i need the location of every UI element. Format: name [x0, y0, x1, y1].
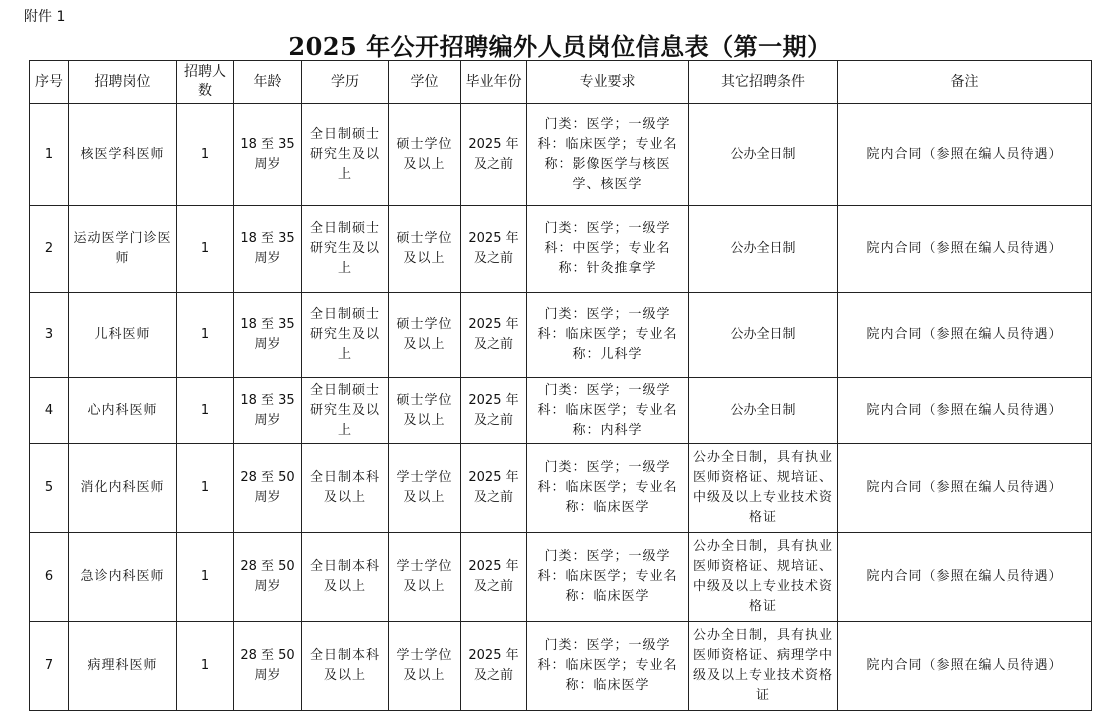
cell-count: 1	[177, 533, 234, 622]
table-row	[30, 378, 1092, 444]
cell-position: 急诊内科医师	[69, 533, 177, 622]
cell-major: 门类：医学；一级学科：临床医学；专业名称：影像医学与核医学、核医学	[527, 104, 689, 206]
cell-grad-year: 2025 年及之前	[461, 293, 527, 378]
cell-age: 18 至 35 周岁	[234, 293, 302, 378]
header-education: 学历	[302, 61, 389, 104]
table-row	[30, 444, 1092, 533]
cell-education: 全日制硕士研究生及以上	[302, 104, 389, 206]
cell-remark: 院内合同（参照在编人员待遇）	[838, 378, 1092, 444]
cell-degree: 硕士学位及以上	[389, 104, 461, 206]
cell-major: 门类：医学；一级学科：临床医学；专业名称：临床医学	[527, 533, 689, 622]
cell-count: 1	[177, 444, 234, 533]
cell-remark: 院内合同（参照在编人员待遇）	[838, 104, 1092, 206]
cell-position: 儿科医师	[69, 293, 177, 378]
cell-major: 门类：医学；一级学科：临床医学；专业名称：临床医学	[527, 444, 689, 533]
cell-other: 公办全日制，具有执业医师资格证、规培证、中级及以上专业技术资格证	[689, 533, 838, 622]
cell-seq: 3	[30, 293, 69, 378]
cell-major: 门类：医学；一级学科：临床医学；专业名称：内科学	[527, 378, 689, 444]
cell-age: 28 至 50 周岁	[234, 444, 302, 533]
cell-grad-year: 2025 年及之前	[461, 622, 527, 711]
cell-education: 全日制本科及以上	[302, 533, 389, 622]
cell-position: 心内科医师	[69, 378, 177, 444]
cell-count: 1	[177, 206, 234, 293]
cell-position: 核医学科医师	[69, 104, 177, 206]
header-position: 招聘岗位	[69, 61, 177, 104]
header-grad-year: 毕业年份	[461, 61, 527, 104]
cell-remark: 院内合同（参照在编人员待遇）	[838, 293, 1092, 378]
cell-count: 1	[177, 622, 234, 711]
cell-seq: 6	[30, 533, 69, 622]
cell-count: 1	[177, 104, 234, 206]
cell-age: 18 至 35 周岁	[234, 378, 302, 444]
table-row	[30, 206, 1092, 293]
recruitment-table	[29, 60, 1092, 711]
header-age: 年龄	[234, 61, 302, 104]
cell-other: 公办全日制	[689, 378, 838, 444]
cell-major: 门类：医学；一级学科：临床医学；专业名称：儿科学	[527, 293, 689, 378]
cell-seq: 1	[30, 104, 69, 206]
cell-other: 公办全日制，具有执业医师资格证、病理学中级及以上专业技术资格证	[689, 622, 838, 711]
cell-grad-year: 2025 年及之前	[461, 104, 527, 206]
cell-other: 公办全日制	[689, 104, 838, 206]
cell-age: 18 至 35 周岁	[234, 104, 302, 206]
table-row	[30, 533, 1092, 622]
cell-seq: 7	[30, 622, 69, 711]
cell-degree: 学士学位及以上	[389, 444, 461, 533]
cell-other: 公办全日制，具有执业医师资格证、规培证、中级及以上专业技术资格证	[689, 444, 838, 533]
cell-remark: 院内合同（参照在编人员待遇）	[838, 533, 1092, 622]
cell-count: 1	[177, 378, 234, 444]
cell-seq: 2	[30, 206, 69, 293]
cell-education: 全日制本科及以上	[302, 622, 389, 711]
cell-degree: 硕士学位及以上	[389, 378, 461, 444]
cell-grad-year: 2025 年及之前	[461, 206, 527, 293]
cell-degree: 学士学位及以上	[389, 533, 461, 622]
cell-position: 运动医学门诊医师	[69, 206, 177, 293]
cell-degree: 学士学位及以上	[389, 622, 461, 711]
cell-remark: 院内合同（参照在编人员待遇）	[838, 622, 1092, 711]
cell-major: 门类：医学；一级学科：中医学；专业名称：针灸推拿学	[527, 206, 689, 293]
header-seq: 序号	[30, 61, 69, 104]
header-other: 其它招聘条件	[689, 61, 838, 104]
cell-grad-year: 2025 年及之前	[461, 533, 527, 622]
page-title: 2025 年公开招聘编外人员岗位信息表（第一期）	[288, 32, 832, 61]
cell-remark: 院内合同（参照在编人员待遇）	[838, 206, 1092, 293]
cell-age: 28 至 50 周岁	[234, 622, 302, 711]
cell-position: 病理科医师	[69, 622, 177, 711]
cell-grad-year: 2025 年及之前	[461, 444, 527, 533]
cell-degree: 硕士学位及以上	[389, 293, 461, 378]
cell-education: 全日制硕士研究生及以上	[302, 378, 389, 444]
table-header-row	[30, 61, 1092, 104]
cell-seq: 5	[30, 444, 69, 533]
cell-other: 公办全日制	[689, 206, 838, 293]
cell-degree: 硕士学位及以上	[389, 206, 461, 293]
cell-other: 公办全日制	[689, 293, 838, 378]
header-major: 专业要求	[527, 61, 689, 104]
table-row	[30, 622, 1092, 711]
attachment-label: 附件 1	[24, 9, 66, 25]
cell-education: 全日制硕士研究生及以上	[302, 293, 389, 378]
cell-age: 18 至 35 周岁	[234, 206, 302, 293]
cell-major: 门类：医学；一级学科：临床医学；专业名称：临床医学	[527, 622, 689, 711]
table-row	[30, 293, 1092, 378]
cell-education: 全日制硕士研究生及以上	[302, 206, 389, 293]
cell-seq: 4	[30, 378, 69, 444]
header-degree: 学位	[389, 61, 461, 104]
cell-age: 28 至 50 周岁	[234, 533, 302, 622]
cell-position: 消化内科医师	[69, 444, 177, 533]
cell-grad-year: 2025 年及之前	[461, 378, 527, 444]
cell-education: 全日制本科及以上	[302, 444, 389, 533]
header-count: 招聘人数	[177, 61, 234, 104]
cell-count: 1	[177, 293, 234, 378]
table-row	[30, 104, 1092, 206]
cell-remark: 院内合同（参照在编人员待遇）	[838, 444, 1092, 533]
header-remark: 备注	[838, 61, 1092, 104]
